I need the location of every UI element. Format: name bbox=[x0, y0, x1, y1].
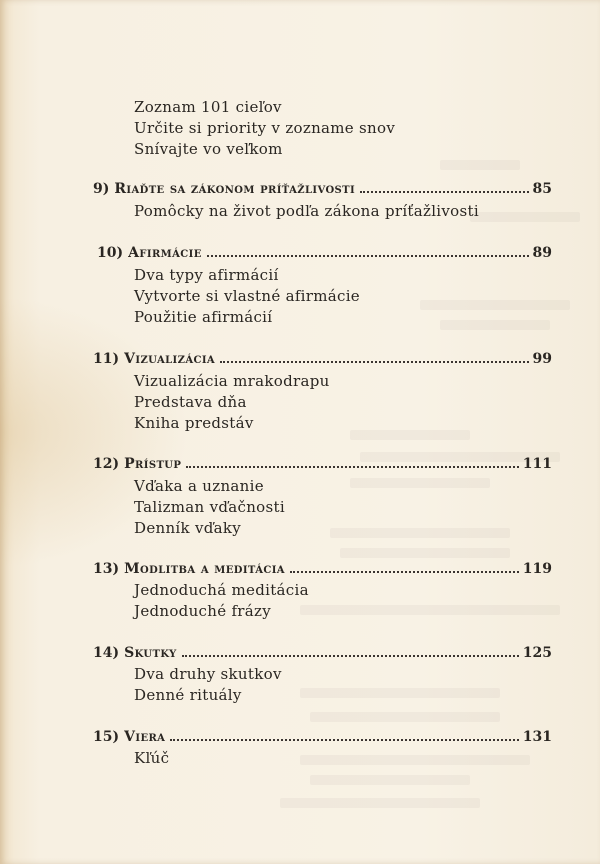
toc-subitem: Kniha predstáv bbox=[134, 414, 254, 432]
chapter-number: 10) bbox=[97, 245, 124, 261]
chapter-title: Prístup bbox=[124, 456, 182, 472]
page-number: 99 bbox=[532, 351, 552, 367]
toc-subitem: Dva typy afirmácií bbox=[134, 266, 279, 284]
chapter-title: Modlitba a meditácia bbox=[124, 561, 285, 577]
page-number: 119 bbox=[522, 561, 552, 577]
toc-subitem: Vytvorte si vlastné afirmácie bbox=[134, 287, 360, 305]
chapter-number: 15) bbox=[93, 729, 120, 745]
chapter-title: Riaďte sa zákonom príťažlivosti bbox=[114, 181, 356, 197]
toc-chapter-15[interactable] bbox=[93, 727, 552, 747]
toc-chapter-14[interactable] bbox=[93, 643, 552, 663]
toc-subitem: Kľúč bbox=[134, 749, 170, 767]
page-number: 85 bbox=[532, 181, 552, 197]
toc-subitem: Talizman vďačnosti bbox=[134, 498, 285, 516]
page-number: 125 bbox=[522, 645, 552, 661]
chapter-number: 14) bbox=[93, 645, 120, 661]
toc-subitem: Určite si priority v zozname snov bbox=[134, 119, 396, 137]
chapter-title: Skutky bbox=[124, 645, 177, 661]
toc-subitem: Denník vďaky bbox=[134, 519, 242, 537]
toc-chapter-11[interactable] bbox=[93, 349, 552, 369]
page-number: 111 bbox=[522, 456, 552, 472]
dot-leader bbox=[220, 361, 528, 363]
page-number: 131 bbox=[522, 729, 552, 745]
page-number: 89 bbox=[532, 245, 552, 261]
toc-subitem: Jednoduchá meditácia bbox=[134, 581, 309, 599]
toc-subitem: Použitie afirmácií bbox=[134, 308, 273, 326]
toc-subitem: Jednoduché frázy bbox=[134, 602, 271, 620]
toc-chapter-10[interactable] bbox=[97, 243, 552, 263]
dot-leader bbox=[170, 739, 518, 741]
chapter-title: Afirmácie bbox=[128, 245, 202, 261]
dot-leader bbox=[182, 655, 519, 657]
toc-chapter-9[interactable] bbox=[93, 179, 552, 199]
toc-subitem: Denné rituály bbox=[134, 686, 242, 704]
toc-chapter-12[interactable] bbox=[93, 454, 552, 474]
dot-leader bbox=[360, 191, 528, 193]
chapter-title: Viera bbox=[124, 729, 166, 745]
dot-leader bbox=[207, 255, 529, 257]
toc-subitem: Vizualizácia mrakodrapu bbox=[134, 372, 330, 390]
toc-subitem: Predstava dňa bbox=[134, 393, 247, 411]
chapter-number: 11) bbox=[93, 351, 120, 367]
toc-subitem: Zoznam 101 cieľov bbox=[134, 98, 282, 116]
toc-subitem: Snívajte vo veľkom bbox=[134, 140, 283, 158]
toc-subitem: Dva druhy skutkov bbox=[134, 665, 282, 683]
chapter-number: 13) bbox=[93, 561, 120, 577]
dot-leader bbox=[290, 571, 519, 573]
toc-chapter-13[interactable] bbox=[93, 559, 552, 579]
chapter-number: 9) bbox=[93, 181, 110, 197]
toc-subitem: Pomôcky na život podľa zákona príťažlivosti bbox=[134, 202, 479, 220]
toc-subitem: Vďaka a uznanie bbox=[134, 477, 264, 495]
chapter-title: Vizualizácia bbox=[124, 351, 216, 367]
chapter-number: 12) bbox=[93, 456, 120, 472]
dot-leader bbox=[186, 466, 518, 468]
